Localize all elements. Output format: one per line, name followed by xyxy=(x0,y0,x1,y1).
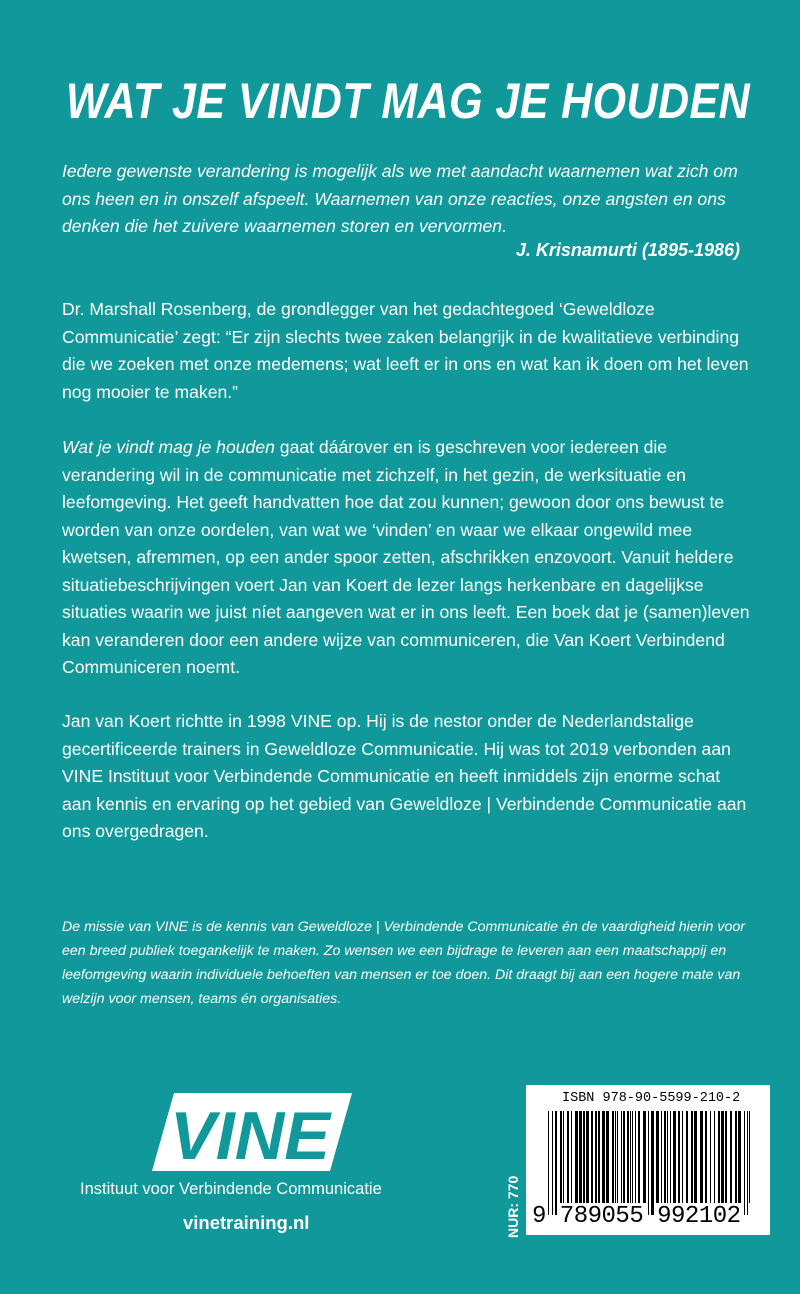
barcode-bar xyxy=(744,1111,745,1215)
barcode-bar xyxy=(571,1111,572,1203)
barcode-bar xyxy=(670,1111,671,1203)
barcode-bar xyxy=(606,1111,609,1203)
barcode-bar xyxy=(738,1111,741,1203)
barcode-bar xyxy=(552,1111,553,1215)
barcode-bar xyxy=(643,1111,646,1203)
barcode-bar xyxy=(730,1111,732,1203)
barcode-bar xyxy=(678,1111,680,1203)
barcode-digits: 9 789055 992102 xyxy=(532,1203,741,1230)
barcode-bar xyxy=(555,1111,557,1215)
barcode-bar xyxy=(673,1111,676,1203)
barcode-bar xyxy=(656,1111,659,1203)
book-title-inline: Wat je vindt mag je houden xyxy=(62,437,275,457)
book-title: WAT JE VINDT MAG JE HOUDEN xyxy=(66,73,751,129)
barcode-bar xyxy=(664,1111,666,1203)
barcode-bar xyxy=(630,1111,631,1203)
barcode-bar xyxy=(623,1111,625,1203)
logo-subtitle: Instituut voor Verbindende Communicatie xyxy=(80,1180,382,1198)
barcode-bar xyxy=(638,1111,640,1203)
blurb-paragraph-rosenberg: Dr. Marshall Rosenberg, de grondlegger van het gedachtegoed ‘Geweldloze Communicatie’ zegt: “Er zijn slechts twee zaken belangrijk in de kwalitatieve verbinding die we zoeken met onze medemens; wat leeft er in ons en wat kan ik doen om het leven nog mooier te maken.” xyxy=(62,299,749,402)
barcode-bar xyxy=(747,1111,748,1215)
barcode-bar xyxy=(615,1111,616,1203)
vine-logo-wordmark: VINE xyxy=(170,1098,333,1171)
epigraph-author: J. Krisnamurti (1895-1986) xyxy=(515,240,740,260)
barcode-bar xyxy=(725,1111,727,1203)
barcode-bar xyxy=(632,1111,633,1203)
epigraph-quote: Iedere gewenste verandering is mogelijk als we met aandacht waarnemen wat zich om ons heen en in onszelf afspeelt. Waarnemen van onze reacties, onze angsten en ons denken die het zuivere waarnemen storen en vervormen. xyxy=(62,161,738,236)
barcode-bar xyxy=(714,1111,715,1203)
barcode-bars xyxy=(548,1111,752,1215)
barcode-bar xyxy=(682,1111,683,1203)
isbn-label: ISBN 978-90-5599-210-2 xyxy=(562,1091,741,1106)
barcode-bar xyxy=(617,1111,618,1203)
barcode-bar xyxy=(627,1111,629,1203)
mission-statement: De missie van VINE is de kennis van Geweldloze | Verbindende Communicatie én de vaardigheid hierin voor een breed publiek toegankelijk te maken. Zo wensen we een bijdrage te leveren aan een maatschappij en leefomgeving waarin individuele behoeften van mensen er toe doen. Dit draagt bij aan een hogere mate van welzijn voor mensen, teams én organisaties. xyxy=(62,919,745,1007)
isbn-barcode xyxy=(526,1085,770,1235)
barcode-bar xyxy=(705,1111,707,1203)
barcode-bar xyxy=(621,1111,622,1203)
author-bio-paragraph: Jan van Koert richtte in 1998 VINE op. Hij is de nestor onder de Nederlandstalige gecertificeerde trainers in Geweldloze Communicatie. Hij was tot 2019 verbonden aan VINE Instituut voor Verbindende Communicatie en heeft inmiddels zijn enorme schat aan kennis en ervaring op het gebied van Geweldloze | Verbindende Communicatie aan ons overgedragen. xyxy=(62,711,747,841)
barcode-bar xyxy=(721,1111,724,1203)
barcode-bar xyxy=(563,1111,564,1203)
barcode-bar xyxy=(648,1111,649,1215)
barcode-bar xyxy=(686,1111,688,1203)
barcode-bar xyxy=(548,1111,549,1215)
website-link[interactable]: vinetraining.nl xyxy=(183,1212,310,1233)
barcode-bar xyxy=(651,1111,654,1215)
barcode-bar xyxy=(595,1111,597,1203)
vine-logo xyxy=(152,1093,352,1171)
barcode-bar xyxy=(635,1111,636,1203)
barcode-bar xyxy=(586,1111,589,1203)
barcode-bar xyxy=(700,1111,703,1203)
blurb-paragraph-book-text: gaat dáárover en is geschreven voor iedereen die verandering wil in de communicatie met zichzelf, in het gezin, de werksituatie en leefomgeving. Het geeft handvatten hoe dat zou kunnen; gewoon door ons bewust te worden van onze oordelen, van wat we ‘vinden’ en waar we elkaar ongewild mee kwetsen, afremmen, op een ander spoor zetten, afschrikken enzovoort. Vanuit heldere situatiebeschrijvingen voert Jan van Koert de lezer langs herkenbare en dagelijkse situaties waarin we juist níet aangeven wat er in ons leeft. Een boek dat je (samen)leven kan veranderen door een andere wijze van communiceren, die Van Koert Verbindend Communiceren noemt. xyxy=(62,437,750,677)
barcode-bar xyxy=(598,1111,600,1203)
barcode-bar xyxy=(583,1111,585,1203)
barcode-bar xyxy=(735,1111,737,1203)
barcode-bar xyxy=(560,1111,562,1203)
barcode-bar xyxy=(661,1111,662,1203)
barcode-bar xyxy=(579,1111,582,1203)
barcode-bar xyxy=(710,1111,711,1203)
barcode-bar xyxy=(718,1111,720,1203)
barcode-bar xyxy=(567,1111,569,1203)
barcode-bar xyxy=(602,1111,605,1203)
barcode-bar xyxy=(575,1111,578,1203)
blurb-paragraph-book xyxy=(62,434,752,682)
nur-code: NUR: 770 xyxy=(505,1175,521,1238)
barcode-bar xyxy=(694,1111,697,1203)
barcode-bar xyxy=(691,1111,693,1203)
barcode-bar xyxy=(591,1111,593,1203)
barcode-bar xyxy=(749,1111,750,1203)
barcode-bar xyxy=(612,1111,614,1203)
barcode-bar xyxy=(667,1111,668,1203)
